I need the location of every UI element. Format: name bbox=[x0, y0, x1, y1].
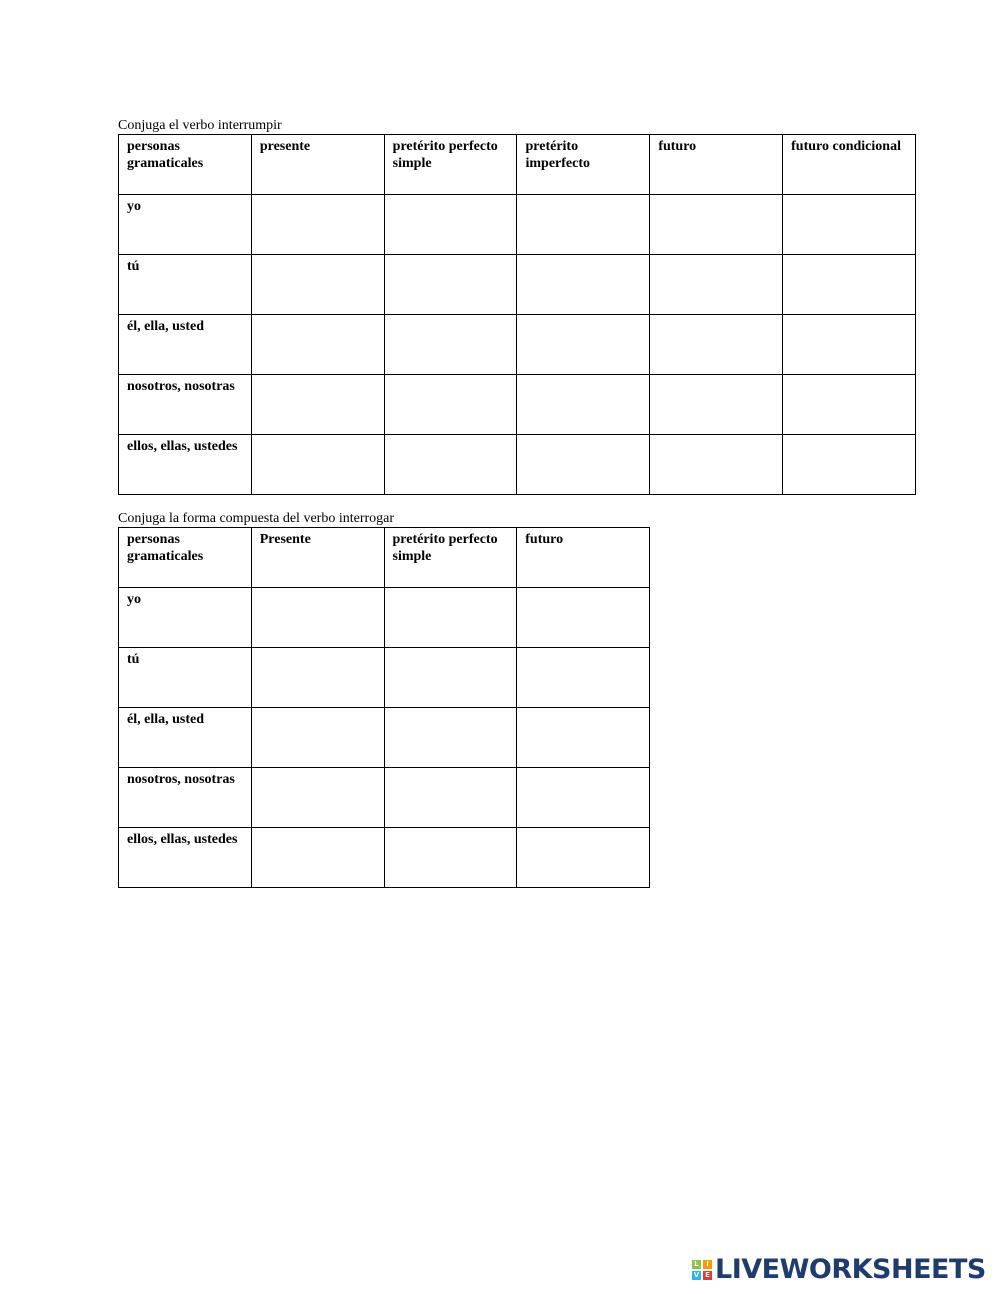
logo-block: V bbox=[693, 1271, 700, 1279]
row-label: yo bbox=[119, 588, 252, 648]
row-label: ellos, ellas, ustedes bbox=[119, 435, 252, 495]
answer-cell[interactable] bbox=[251, 768, 384, 828]
answer-cell[interactable] bbox=[783, 255, 916, 315]
conjugation-table-interrogar bbox=[118, 527, 650, 888]
answer-cell[interactable] bbox=[517, 768, 650, 828]
answer-cell[interactable] bbox=[517, 315, 650, 375]
answer-cell[interactable] bbox=[650, 315, 783, 375]
column-header: futuro condicional bbox=[783, 135, 916, 195]
answer-cell[interactable] bbox=[251, 828, 384, 888]
answer-cell[interactable] bbox=[650, 255, 783, 315]
table1-caption: Conjuga el verbo interrumpir bbox=[118, 118, 282, 133]
answer-cell[interactable] bbox=[384, 588, 517, 648]
row-label: él, ella, usted bbox=[119, 708, 252, 768]
logo-block: I bbox=[703, 1260, 712, 1269]
table-row bbox=[119, 195, 916, 255]
column-header: personas gramaticales bbox=[119, 528, 252, 588]
answer-cell[interactable] bbox=[251, 648, 384, 708]
answer-cell[interactable] bbox=[384, 315, 517, 375]
answer-cell[interactable] bbox=[517, 255, 650, 315]
logo-block: E bbox=[703, 1271, 712, 1280]
answer-cell[interactable] bbox=[251, 375, 384, 435]
answer-cell[interactable] bbox=[384, 195, 517, 255]
answer-cell[interactable] bbox=[384, 648, 517, 708]
table-row bbox=[119, 588, 650, 648]
table2-caption: Conjuga la forma compuesta del verbo interrogar bbox=[118, 511, 395, 526]
conjugation-table-interrumpir bbox=[118, 134, 916, 495]
column-header: pretérito perfecto simple bbox=[384, 135, 517, 195]
table-header-row bbox=[119, 528, 650, 588]
table-row bbox=[119, 255, 916, 315]
row-label: nosotros, nosotras bbox=[119, 375, 252, 435]
answer-cell[interactable] bbox=[517, 195, 650, 255]
answer-cell[interactable] bbox=[517, 588, 650, 648]
column-header: pretérito perfecto simple bbox=[384, 528, 517, 588]
table-row bbox=[119, 315, 916, 375]
liveworksheets-logo bbox=[692, 1256, 986, 1284]
table-row bbox=[119, 708, 650, 768]
answer-cell[interactable] bbox=[650, 435, 783, 495]
answer-cell[interactable] bbox=[251, 255, 384, 315]
logo-text: LIVEWORKSHEETS bbox=[715, 1254, 986, 1285]
answer-cell[interactable] bbox=[650, 195, 783, 255]
column-header: presente bbox=[251, 135, 384, 195]
answer-cell[interactable] bbox=[783, 315, 916, 375]
row-label: tú bbox=[119, 648, 252, 708]
answer-cell[interactable] bbox=[517, 375, 650, 435]
table-row bbox=[119, 648, 650, 708]
answer-cell[interactable] bbox=[783, 375, 916, 435]
answer-cell[interactable] bbox=[650, 375, 783, 435]
answer-cell[interactable] bbox=[384, 708, 517, 768]
answer-cell[interactable] bbox=[783, 195, 916, 255]
answer-cell[interactable] bbox=[384, 768, 517, 828]
row-label: ellos, ellas, ustedes bbox=[119, 828, 252, 888]
row-label: nosotros, nosotras bbox=[119, 768, 252, 828]
answer-cell[interactable] bbox=[783, 435, 916, 495]
column-header: futuro bbox=[650, 135, 783, 195]
answer-cell[interactable] bbox=[384, 375, 517, 435]
table-row bbox=[119, 828, 650, 888]
logo-block: L bbox=[692, 1260, 701, 1269]
row-label: tú bbox=[119, 255, 252, 315]
answer-cell[interactable] bbox=[384, 435, 517, 495]
column-header: pretérito imperfecto bbox=[517, 135, 650, 195]
answer-cell[interactable] bbox=[517, 708, 650, 768]
row-label: yo bbox=[119, 195, 252, 255]
table-header-row bbox=[119, 135, 916, 195]
answer-cell[interactable] bbox=[251, 435, 384, 495]
answer-cell[interactable] bbox=[517, 435, 650, 495]
answer-cell[interactable] bbox=[517, 828, 650, 888]
column-header: futuro bbox=[517, 528, 650, 588]
logo-blocks-icon bbox=[692, 1260, 712, 1280]
answer-cell[interactable] bbox=[251, 315, 384, 375]
answer-cell[interactable] bbox=[251, 195, 384, 255]
column-header: Presente bbox=[251, 528, 384, 588]
table-row bbox=[119, 435, 916, 495]
table-row bbox=[119, 375, 916, 435]
answer-cell[interactable] bbox=[517, 648, 650, 708]
answer-cell[interactable] bbox=[251, 588, 384, 648]
row-label: él, ella, usted bbox=[119, 315, 252, 375]
answer-cell[interactable] bbox=[384, 255, 517, 315]
column-header: personas gramaticales bbox=[119, 135, 252, 195]
answer-cell[interactable] bbox=[251, 708, 384, 768]
answer-cell[interactable] bbox=[384, 828, 517, 888]
table-row bbox=[119, 768, 650, 828]
